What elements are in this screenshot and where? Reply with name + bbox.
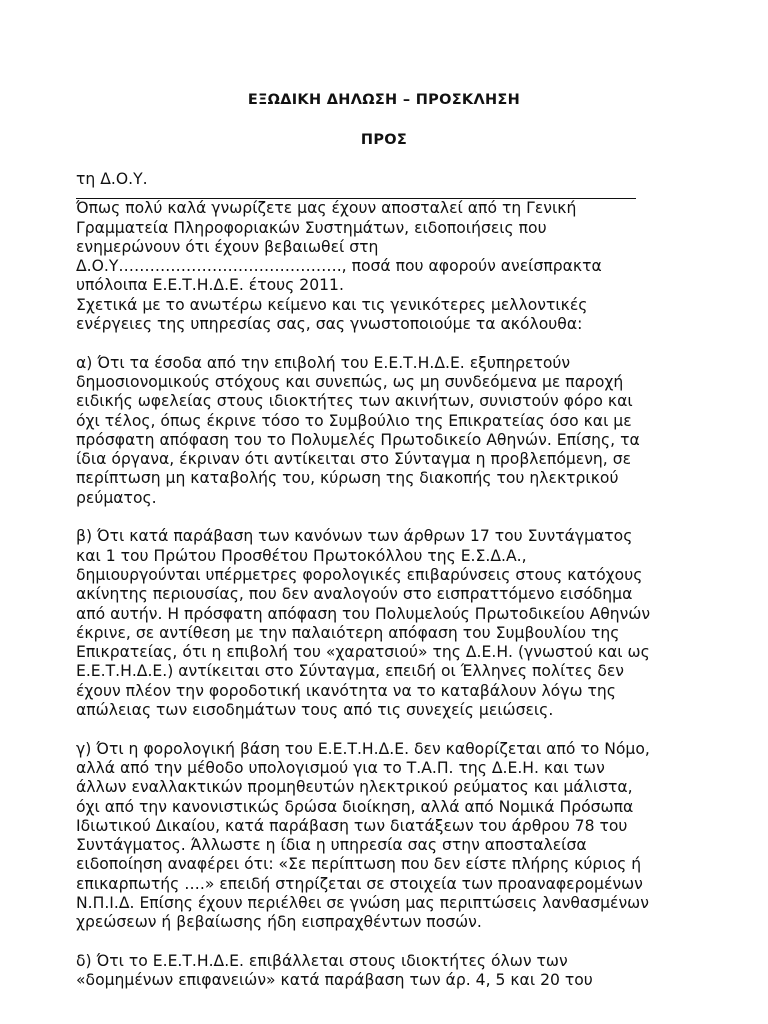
- text-line: «δομημένων επιφανειών» κατά παράβαση των άρ. 4, 5 και 20 του: [76, 971, 593, 990]
- paragraph-gap: [76, 334, 716, 353]
- text-line: γ) Ότι η φορολογική βάση του Ε.Ε.Τ.Η.Δ.Ε. δεν καθορίζεται από το Νόμο,: [76, 739, 650, 758]
- text-line: Ιδιωτικού Δικαίου, κατά παράβαση των διατάξεων του άρθρου 78 του: [76, 816, 628, 835]
- text-line: Σχετικά με το ανωτέρω κείμενο και τις γενικότερες μελλοντικές: [76, 295, 588, 314]
- text-line: υπόλοιπα Ε.Ε.Τ.Η.Δ.Ε. έτους 2011.: [76, 276, 344, 295]
- text-line: όχι από την κανονιστικώς δρώσα διοίκηση, αλλά από Νομικά Πρόσωπα: [76, 797, 634, 816]
- text-line: Γραμματεία Πληροφοριακών Συστημάτων, ειδοποιήσεις που: [76, 218, 547, 237]
- text-line: άλλων εναλλακτικών προμηθευτών ηλεκτρικού ρεύματος και μάλιστα,: [76, 778, 633, 797]
- text-line: β) Ότι κατά παράβαση των κανόνων των άρθρων 17 του Συντάγματος: [76, 527, 633, 546]
- text-line: όχι τέλος, όπως έκρινε τόσο το Συμβούλιο της Επικρατείας όσο και με: [76, 411, 632, 430]
- text-line: απώλειας των εισοδημάτων τους από τις συνεχείς μειώσεις.: [76, 701, 554, 720]
- text-line: περίπτωση μη καταβολής του, κύρωση της διακοπής του ηλεκτρικού: [76, 469, 619, 488]
- text-line: ενέργειες της υπηρεσίας σας, σας γνωστοποιούμε τα ακόλουθα:: [76, 315, 583, 334]
- document-title: ΕΞΩΔΙΚΗ ΔΗΛΩΣΗ – ΠΡΟΣΚΛΗΣΗ: [247, 92, 521, 108]
- recipient-line: τη Δ.Ο.Υ.: [76, 170, 148, 188]
- text-line: ακίνητης περιουσίας, που δεν αναλογούν στο εισπραττόμενο εισόδημα: [76, 585, 633, 604]
- paragraph-a: [76, 354, 716, 508]
- paragraph-gap: [76, 508, 716, 527]
- text-line: Όπως πολύ καλά γνωρίζετε μας έχουν αποσταλεί από τη Γενική: [76, 199, 577, 218]
- paragraph-gap: [76, 933, 716, 952]
- paragraph-gap: [76, 720, 716, 739]
- text-line: α) Ότι τα έσοδα από την επιβολή του Ε.Ε.Τ.Η.Δ.Ε. εξυπηρετούν: [76, 353, 571, 372]
- text-line: ενημερώνουν ότι έχουν βεβαιωθεί στη: [76, 237, 379, 256]
- text-line: ειδικής ωφελείας στους ιδιοκτήτες των ακινήτων, συνιστούν φόρο και: [76, 392, 633, 411]
- text-line: Δ.Ο.Υ……………………………………., ποσά που αφορούν ανείσπρακτα: [76, 257, 602, 276]
- paragraph-b: [76, 527, 716, 720]
- text-line: Ε.Ε.Τ.Η.Δ.Ε.) αντίκειται στο Σύνταγμα, επειδή οι Έλληνες πολίτες δεν: [76, 662, 625, 681]
- intro-paragraph: [76, 199, 716, 334]
- text-line: ρεύματος.: [76, 488, 157, 507]
- text-line: πρόσφατη απόφαση του το Πολυμελές Πρωτοδικείο Αθηνών. Επίσης, τα: [76, 430, 640, 449]
- text-line: δημοσιονομικούς στόχους και συνεπώς, ως μη συνδεόμενα με παροχή: [76, 372, 624, 391]
- text-line: αλλά από την μέθοδο υπολογισμού για το Τ.Α.Π. της Δ.Ε.Η. και των: [76, 758, 605, 777]
- text-line: έχουν πλέον την φοροδοτική ικανότητα να το καταβάλουν λόγω της: [76, 681, 616, 700]
- text-line: δ) Ότι το Ε.Ε.Τ.Η.Δ.Ε. επιβάλλεται στους ιδιοκτήτες όλων των: [76, 951, 568, 970]
- text-line: χρεώσεων ή βεβαίωσης ήδη εισπραχθέντων ποσών.: [76, 913, 482, 932]
- text-line: ίδια όργανα, έκριναν ότι αντίκειται στο Σύνταγμα η προβλεπόμενη, σε: [76, 450, 632, 469]
- paragraph-d: [76, 952, 716, 991]
- paragraph-c: [76, 740, 716, 933]
- signature-blank-line: [76, 189, 636, 199]
- text-line: και 1 του Πρώτου Προσθέτου Πρωτοκόλλου της Ε.Σ.Δ.Α.,: [76, 546, 527, 565]
- document-body: [76, 170, 716, 990]
- text-line: έκρινε, σε αντίθεση με την παλαιότερη απόφαση του Συμβουλίου της: [76, 623, 620, 642]
- text-line: ειδοποίηση αναφέρει ότι: «Σε περίπτωση που δεν είστε πλήρης κύριος ή: [76, 855, 642, 874]
- text-line: Συντάγματος. Άλλωστε η ίδια η υπηρεσία σας στην αποσταλείσα: [76, 836, 587, 855]
- text-line: από αυτήν. Η πρόσφατη απόφαση του Πολυμελούς Πρωτοδικείου Αθηνών: [76, 604, 651, 623]
- text-line: δημιουργούνται υπέρμετρες φορολογικές επιβαρύνσεις στους κατόχους: [76, 565, 643, 584]
- text-line: επικαρπωτής ….» επειδή στηρίζεται σε στοιχεία των προαναφερομένων: [76, 874, 643, 893]
- addressee-heading: ΠΡΟΣ: [360, 132, 408, 148]
- text-line: Ν.Π.Ι.Δ. Επίσης έχουν περιέλθει σε γνώση μας περιπτώσεις λανθασμένων: [76, 893, 649, 912]
- text-line: Επικρατείας, ότι η επιβολή του «χαρατσιού» της Δ.Ε.Η. (γνωστού και ως: [76, 643, 650, 662]
